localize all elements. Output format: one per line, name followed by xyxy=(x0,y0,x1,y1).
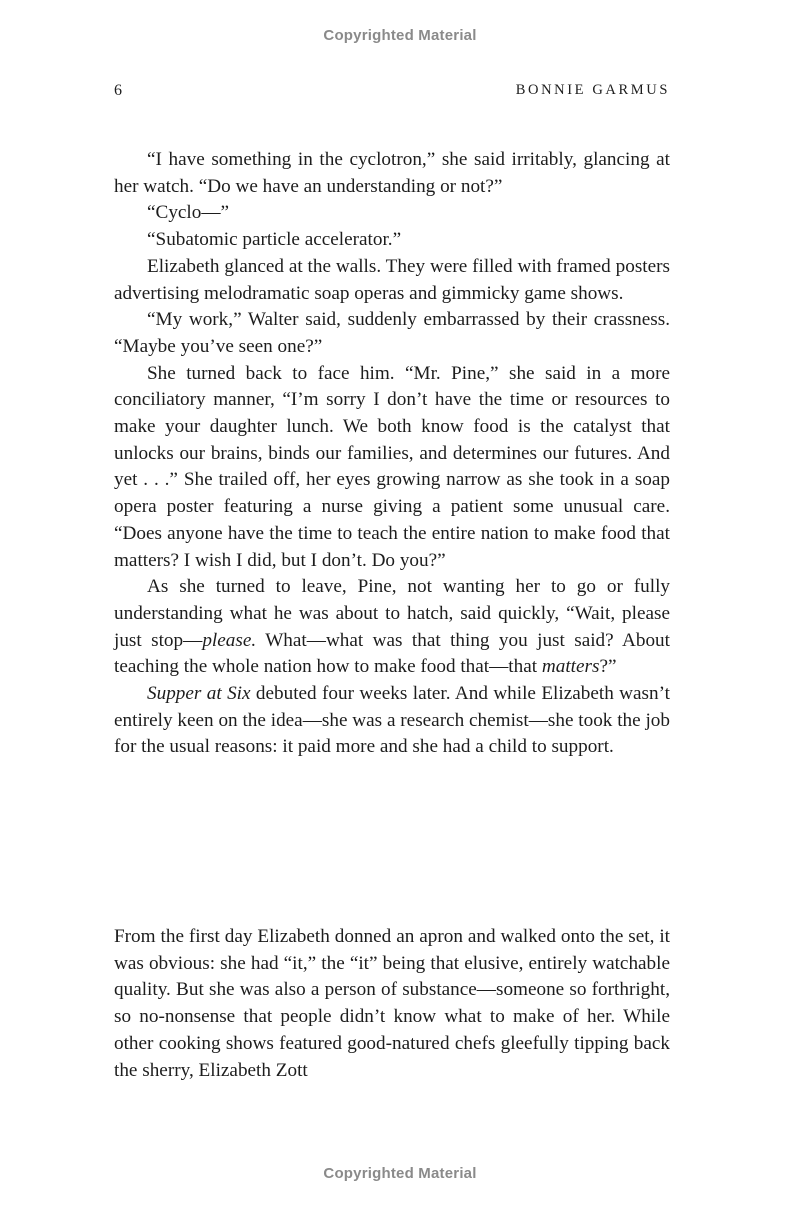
emphasis-please: please. xyxy=(202,629,257,651)
emphasis-matters: matters xyxy=(541,656,600,678)
page-number: 6 xyxy=(114,82,122,99)
show-title: Supper at Six xyxy=(147,683,251,705)
paragraph: Elizabeth glanced at the walls. They were filled with framed posters advertising melodramatic soap operas and gimmicky game shows. xyxy=(114,255,670,304)
text-run: debuted four weeks later. And while Elizabeth wasn’t entirely keen on the idea—she was a research chemist—she took the job for the usual reasons: it paid more and she had a child to support. xyxy=(114,683,670,758)
paragraph: “I have something in the cyclotron,” she said irritably, glancing at her watch. “Do we have an understanding or not?” xyxy=(114,149,670,197)
paragraph: From the first day Elizabeth donned an apron and walked onto the set, it was obvious: she had “it,” the “it” being that elusive, entirely watchable quality. But she was also a person of substance—someone so forthright, so no-nonsense that people didn’t know what to make of her. While other cooking shows featured good-natured chefs gleefully tipping back the sherry, Elizabeth Zott xyxy=(114,926,670,1081)
text-run: What—what was that thing you just said? About teaching the whole nation how to make food that—that xyxy=(114,629,670,678)
copyright-watermark-bottom: Copyrighted Material xyxy=(323,1165,477,1182)
paragraph: “Subatomic particle accelerator.” xyxy=(147,229,402,251)
body-text-section-one xyxy=(114,147,670,761)
author-running-head: BONNIE GARMUS xyxy=(515,82,670,98)
running-header xyxy=(114,82,670,106)
copyright-watermark-top: Copyrighted Material xyxy=(323,27,477,44)
text-run: ?” xyxy=(599,656,617,678)
paragraph xyxy=(114,681,670,761)
paragraph: “Cyclo—” xyxy=(147,202,230,224)
text-run: As she turned to leave, Pine, not wanting her to go or fully understanding what he was about to hatch, said quickly, “Wait, please just stop— xyxy=(114,576,670,651)
paragraph: She turned back to face him. “Mr. Pine,” she said in a more conciliatory manner, “I’m sorry I don’t have the time or resources to make your daughter lunch. We both know food is the catalyst that unlocks our brains, binds our families, and determines our futures. And yet . . .” She trailed off, her eyes growing narrow as she took in a soap opera poster featuring a nurse giving a patient some unusual care. “Does anyone have the time to teach the entire nation to make food that matters? I wish I did, but I don’t. Do you?” xyxy=(114,362,670,571)
body-text-section-two xyxy=(114,924,670,1084)
paragraph xyxy=(114,574,670,681)
paragraph: “My work,” Walter said, suddenly embarrassed by their crassness. “Maybe you’ve seen one?” xyxy=(114,309,670,357)
